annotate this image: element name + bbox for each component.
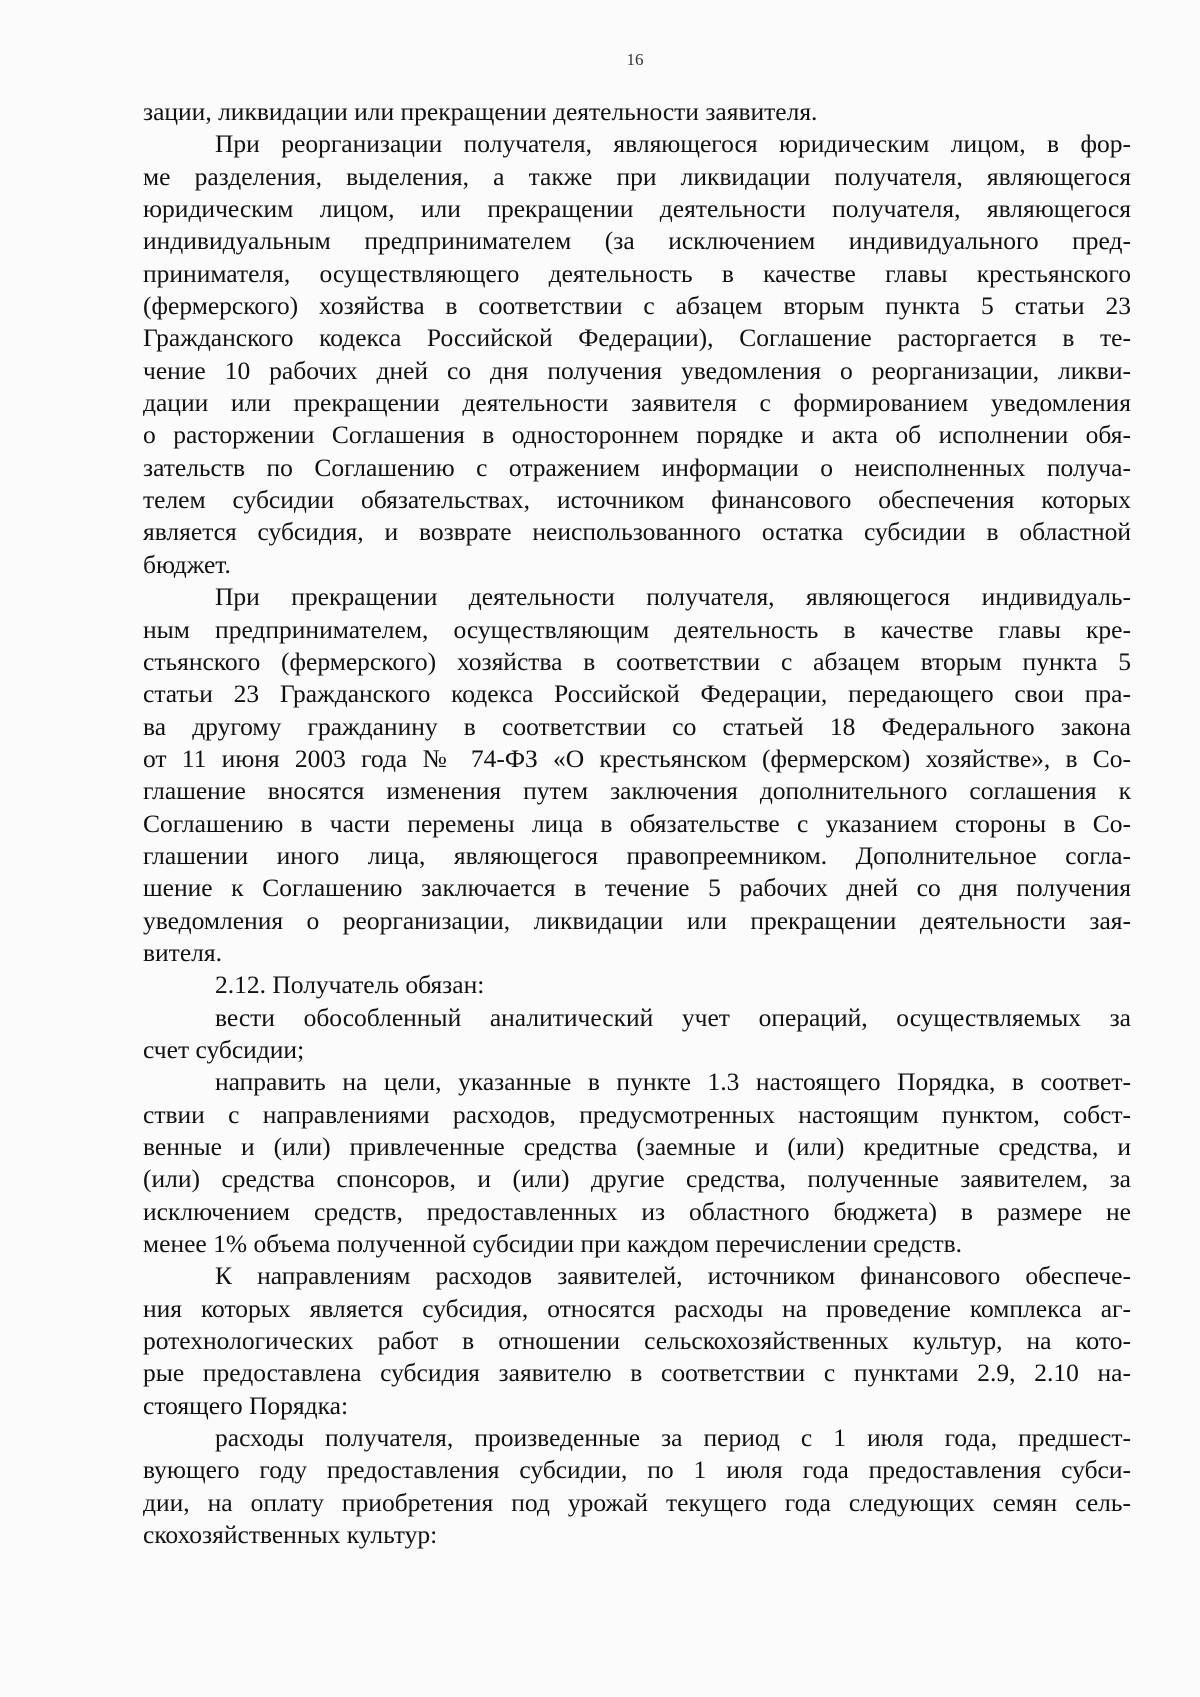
text-line: стьянского (фермерского) хозяйства в соответствии с абзацем вторым пункта 5 [143, 646, 1131, 676]
document-body [143, 96, 1131, 1551]
text-line: шение к Соглашению заключается в течение 5 рабочих дней со дня получения [143, 873, 1131, 903]
text-line: индивидуальным предпринимателем (за исключением индивидуального пред- [143, 226, 1131, 256]
text-line: Гражданского кодекса Российской Федерации), Соглашение расторгается в те- [143, 323, 1131, 353]
text-line: рые предоставлена субсидия заявителю в соответствии с пунктами 2.9, 2.10 на- [143, 1358, 1131, 1388]
text-line: является субсидия, и возврате неиспользованного остатка субсидии в областной [143, 517, 1131, 547]
text-line: вителя. [143, 937, 222, 967]
text-line: ствии с направлениями расходов, предусмотренных настоящим пунктом, собст- [143, 1099, 1131, 1129]
text-line: ным предпринимателем, осуществляющим деятельность в качестве главы кре- [143, 614, 1131, 644]
text-line: исключением средств, предоставленных из областного бюджета) в размере не [143, 1196, 1131, 1226]
text-line: зации, ликвидации или прекращении деятельности заявителя. [143, 97, 818, 126]
text-line: от 11 июня 2003 года № 74-ФЗ «О крестьянском (фермерском) хозяйстве», в Со- [143, 743, 1131, 773]
text-line: телем субсидии обязательствах, источником финансового обеспечения которых [143, 485, 1131, 515]
text-line: расходы получателя, произведенные за период с 1 июля года, предшест- [215, 1423, 1131, 1453]
text-line: принимателя, осуществляющего деятельность в качестве главы крестьянского [143, 258, 1131, 288]
text-line: зательств по Соглашению с отражением информации о неисполненных получа- [143, 452, 1131, 482]
text-line: (или) средства спонсоров, и (или) другие средства, полученные заявителем, за [143, 1164, 1131, 1194]
text-line: ния которых является субсидия, относятся расходы на проведение комплекса аг- [143, 1293, 1131, 1323]
text-line: (фермерского) хозяйства в соответствии с абзацем вторым пункта 5 статьи 23 [143, 291, 1131, 321]
text-line: При прекращении деятельности получателя, являющегося индивидуаль- [215, 582, 1131, 612]
text-line: глашении иного лица, являющегося правопреемником. Дополнительное согла- [143, 840, 1131, 870]
text-line: ме разделения, выделения, а также при ликвидации получателя, являющегося [143, 161, 1131, 191]
text-line: о расторжении Соглашения в одностороннем порядке и акта об исполнении обя- [143, 420, 1131, 450]
text-line: К направлениям расходов заявителей, источником финансового обеспече- [215, 1261, 1131, 1291]
text-line: направить на цели, указанные в пункте 1.3 настоящего Порядка, в соответ- [215, 1067, 1131, 1097]
text-line: счет субсидии; [143, 1034, 305, 1064]
text-line: дации или прекращении деятельности заявителя с формированием уведомления [143, 388, 1131, 418]
text-line: ротехнологических работ в отношении сельскохозяйственных культур, на кото- [143, 1326, 1131, 1356]
text-line: вующего году предоставления субсидии, по 1 июля года предоставления субси- [143, 1455, 1131, 1485]
text-line: бюджет. [143, 549, 231, 579]
text-line: стоящего Порядка: [143, 1390, 349, 1420]
text-line: 2.12. Получатель обязан: [215, 970, 485, 1000]
text-line: глашение вносятся изменения путем заключения дополнительного соглашения к [143, 776, 1131, 806]
text-line: менее 1% объема полученной субсидии при каждом перечислении средств. [143, 1229, 963, 1259]
page-number: 16 [626, 50, 644, 69]
text-line: дии, на оплату приобретения под урожай текущего года следующих семян сель- [143, 1487, 1131, 1517]
text-line: Соглашению в части перемены лица в обязательстве с указанием стороны в Со- [143, 808, 1131, 838]
text-line: юридическим лицом, или прекращении деятельности получателя, являющегося [143, 194, 1131, 224]
text-line: венные и (или) привлеченные средства (заемные и (или) кредитные средства, и [143, 1132, 1131, 1161]
text-line: статьи 23 Гражданского кодекса Российской Федерации, передающего свои пра- [143, 679, 1131, 709]
text-line: чение 10 рабочих дней со дня получения уведомления о реорганизации, ликви- [143, 355, 1131, 385]
text-line: уведомления о реорганизации, ликвидации или прекращении деятельности зая- [143, 905, 1131, 935]
text-line: При реорганизации получателя, являющегося юридическим лицом, в фор- [215, 129, 1131, 159]
text-line: ва другому гражданину в соответствии со статьей 18 Федерального закона [143, 711, 1131, 741]
text-line: вести обособленный аналитический учет операций, осуществляемых за [215, 1002, 1131, 1032]
text-line: скохозяйственных культур: [143, 1520, 438, 1550]
